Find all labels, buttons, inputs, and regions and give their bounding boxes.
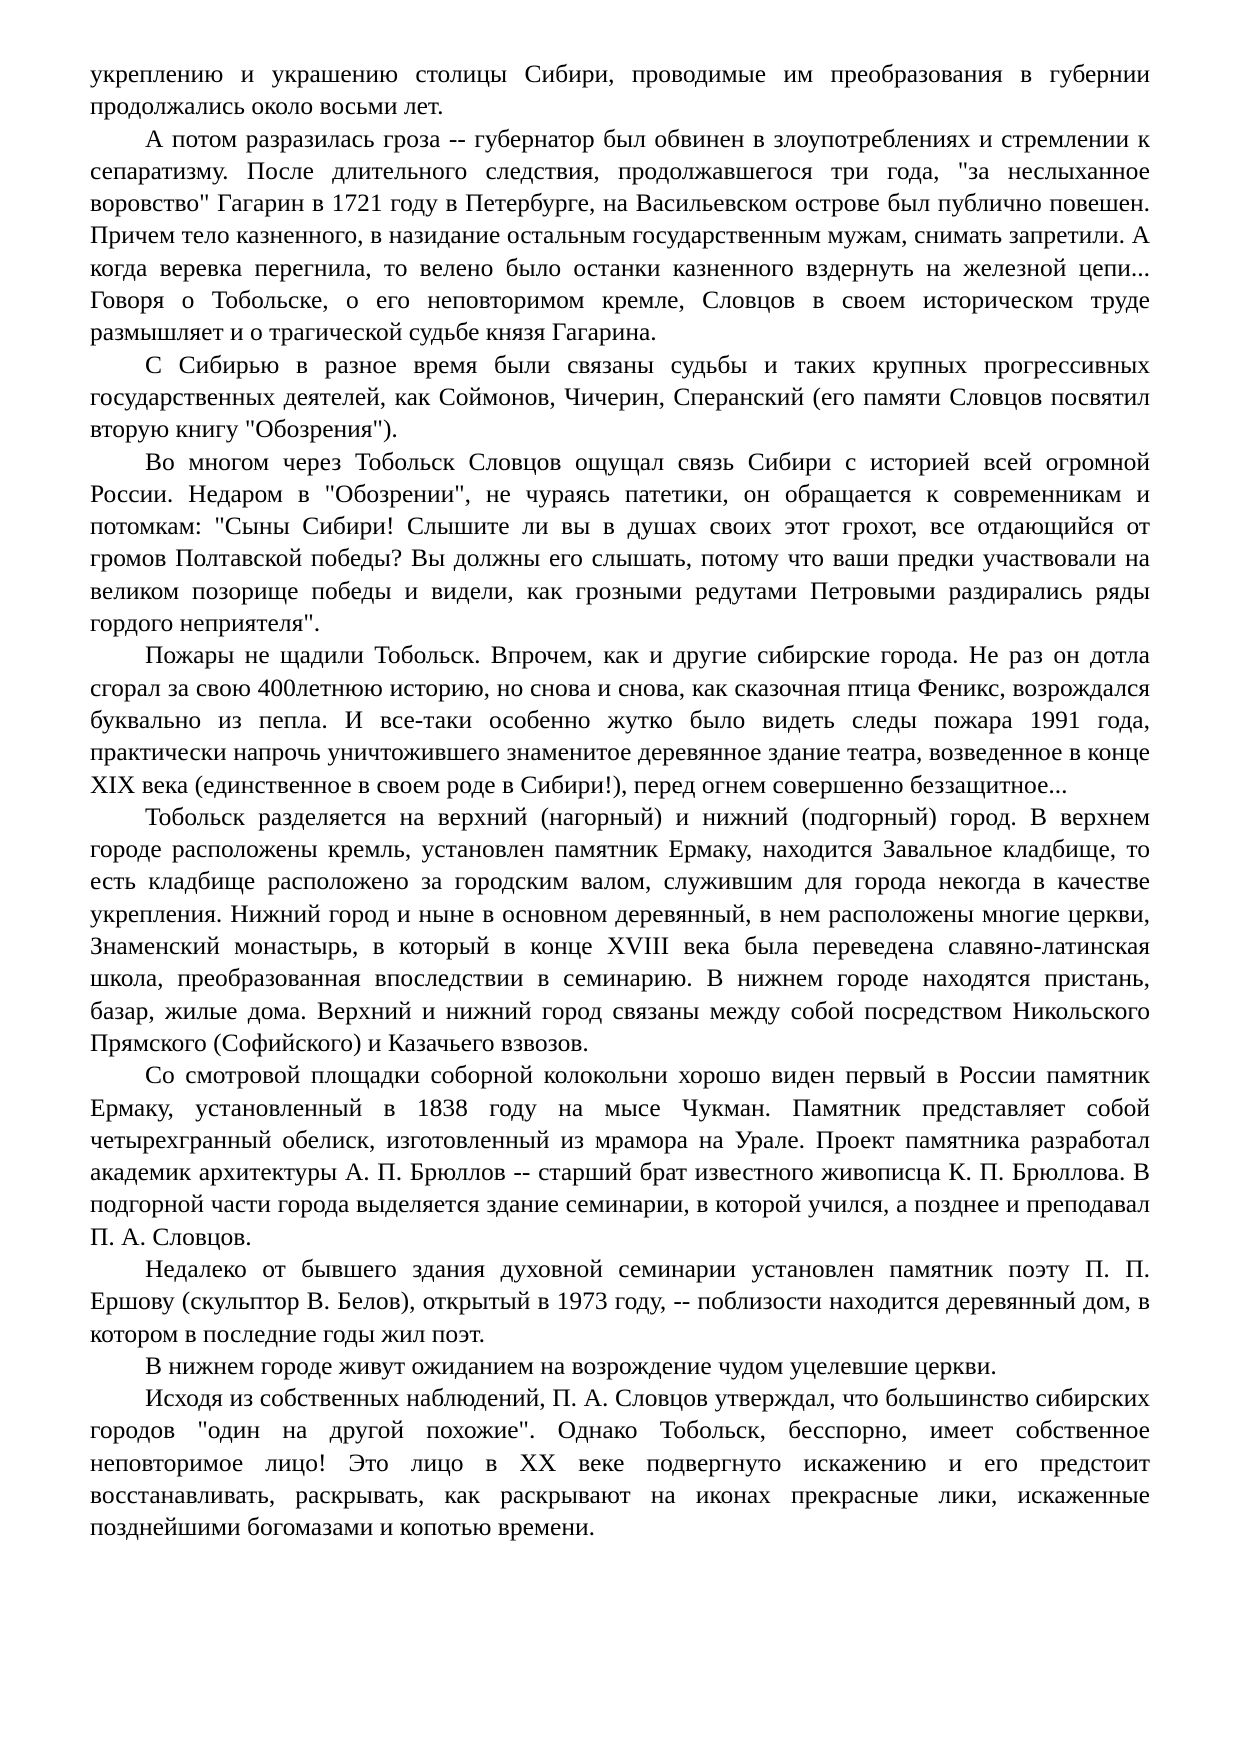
paragraph-statesmen: С Сибирью в разное время были связаны судьбы и таких крупных прогрессивных государственных деятелей, как Соймонов, Чичерин, Сперанский (его памяти Словцов посвятил вторую книгу "Обозрения").: [90, 349, 1150, 444]
document-body: [90, 58, 1150, 1544]
paragraph-continuation: укреплению и украшению столицы Сибири, проводимые им преобразования в губернии продолжались около восьми лет.: [90, 59, 1150, 121]
paragraph-conclusion: Исходя из собственных наблюдений, П. А. Словцов утверждал, что большинство сибирских городов "один на другой похожие". Однако Тобольск, бесспорно, имеет собственное неповторимое лицо! Это лицо в XX веке подвергнуто искажению и его предстоит восстанавливать, раскрывать, как раскрывают на иконах прекрасные лики, искаженные позднейшими богомазами и копотью времени.: [90, 1383, 1150, 1542]
paragraph-fires: Пожары не щадили Тобольск. Впрочем, как и другие сибирские города. Не раз он дотла сгорал за свою 400летнюю историю, но снова и снова, как сказочная птица Феникс, возрождался буквально из пепла. И все-таки особенно жутко было видеть следы пожара 1991 года, практически напрочь уничтожившего знаменитое деревянное здание театра, возведенное в конце XIX века (единственное в своем роде в Сибири!), перед огнем совершенно беззащитное...: [90, 640, 1150, 799]
paragraph-ershov-monument: Недалеко от бывшего здания духовной семинарии установлен памятник поэту П. П. Ершову (скульптор В. Белов), открытый в 1973 году, -- поблизости находится деревянный дом, в котором в последние годы жил поэт.: [90, 1253, 1150, 1348]
paragraph-gagarin-execution: А потом разразилась гроза -- губернатор был обвинен в злоупотреблениях и стремлении к сепаратизму. После длительного следствия, продолжавшегося три года, "за неслыханное воровство" Гагарин в 1721 году в Петербурге, на Васильевском острове был публично повешен. Причем тело казненного, в назидание остальным государственным мужам, снимать запретили. А когда веревка перегнила, то велено было останки казненного вздернуть на железной цепи... Говоря о Тобольске, о его неповторимом кремле, Словцов в своем историческом труде размышляет и о трагической судьбе князя Гагарина.: [90, 123, 1150, 347]
paragraph-churches: В нижнем городе живут ожиданием на возрождение чудом уцелевшие церкви.: [145, 1350, 997, 1380]
paragraph-sons-of-siberia: Во многом через Тобольск Словцов ощущал связь Сибири с историей всей огромной России. Недаром в "Обозрении", не чураясь патетики, он обращается к современникам и потомкам: "Сыны Сибири! Слышите ли вы в душах своих этот грохот, все отдающийся от громов Полтавской победы? Вы должны его слышать, потому что ваши предки участвовали на великом позорище победы и видели, как грозными редутами Петровыми раздирались ряды гордого неприятеля".: [90, 446, 1150, 638]
paragraph-ermak-monument: Со смотровой площадки соборной колокольни хорошо виден первый в России памятник Ермаку, установленный в 1838 году на мысе Чукман. Памятник представляет собой четырехгранный обелиск, изготовленный из мрамора на Урале. Проект памятника разработал академик архитектуры А. П. Брюллов -- старший брат известного живописца К. П. Брюллова. В подгорной части города выделяется здание семинарии, в которой учился, а позднее и преподавал П. А. Словцов.: [90, 1060, 1150, 1251]
paragraph-upper-lower-town: Тобольск разделяется на верхний (нагорный) и нижний (подгорный) город. В верхнем городе расположены кремль, установлен памятник Ермаку, находится Завальное кладбище, то есть кладбище расположено за городским валом, служившим для города некогда в качестве укрепления. Нижний город и ныне в основном деревянный, в нем расположены многие церкви, Знаменский монастырь, в который в конце XVIII века была переведена славяно-латинская школа, преобразованная впоследствии в семинарию. В нижнем городе находятся пристань, базар, жилые дома. Верхний и нижний город связаны между собой посредством Никольского Прямского (Софийского) и Казачьего взвозов.: [90, 801, 1150, 1057]
